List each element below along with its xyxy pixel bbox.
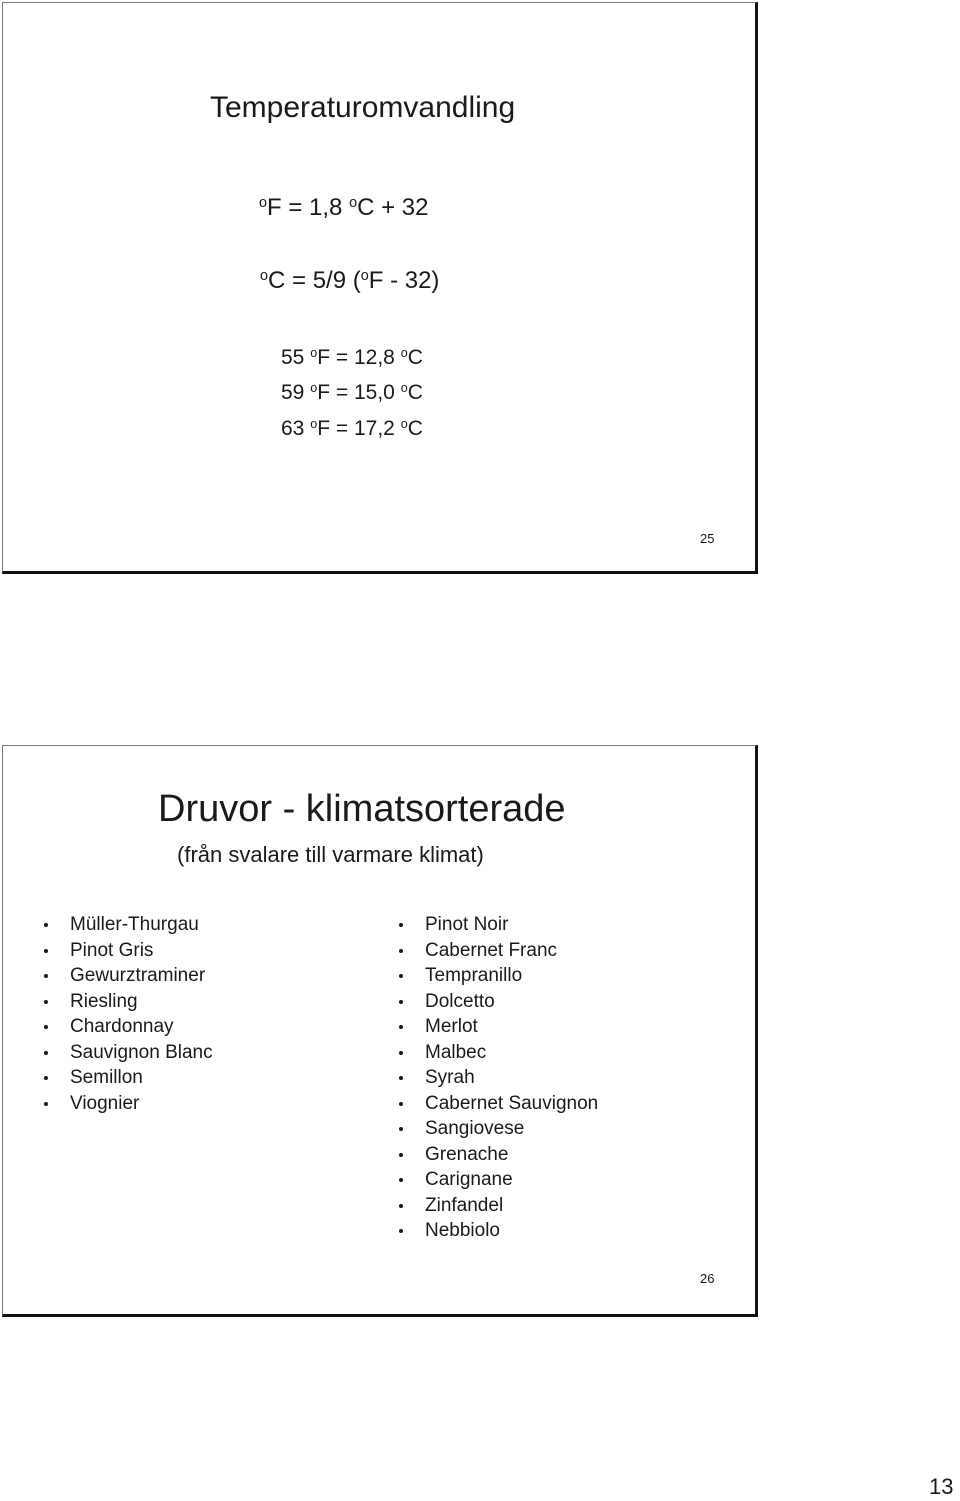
conversion-line: 55 $^o$F = 12,8 $^o$C bbox=[281, 346, 423, 369]
formula-fahrenheit bbox=[259, 194, 428, 222]
list-item: Zinfandel bbox=[399, 1193, 598, 1219]
list-item: Nebbiolo bbox=[399, 1218, 598, 1244]
list-item: Carignane bbox=[399, 1167, 598, 1193]
list-item: Merlot bbox=[399, 1014, 598, 1040]
list-item: Sangiovese bbox=[399, 1116, 598, 1142]
slide-subtitle: (från svalare till varmare klimat) bbox=[177, 842, 484, 867]
conversion-line: 59 $^o$F = 15,0 $^o$C bbox=[281, 381, 423, 404]
slide-number: 25 bbox=[700, 531, 715, 546]
list-item: Tempranillo bbox=[399, 963, 598, 989]
formula-text: F - 32) bbox=[368, 267, 440, 294]
list-item: Pinot Gris bbox=[44, 938, 213, 964]
list-item: Riesling bbox=[44, 989, 213, 1015]
list-item: Müller-Thurgau bbox=[44, 912, 213, 938]
slide-temperature-conversion bbox=[2, 2, 758, 574]
list-item: Gewurztraminer bbox=[44, 963, 213, 989]
formula-celsius bbox=[260, 267, 439, 295]
list-item: Viognier bbox=[44, 1091, 213, 1117]
degree-mark: o bbox=[259, 195, 268, 212]
list-item: Pinot Noir bbox=[399, 912, 598, 938]
list-item: Semillon bbox=[44, 1065, 213, 1091]
slide-title: Druvor - klimatsorterade bbox=[158, 788, 566, 830]
list-item: Sauvignon Blanc bbox=[44, 1040, 213, 1066]
formula-text: C + 32 bbox=[357, 194, 429, 221]
list-item: Malbec bbox=[399, 1040, 598, 1066]
list-item: Syrah bbox=[399, 1065, 598, 1091]
slide-grape-varieties bbox=[2, 745, 758, 1317]
formula-text: C = 5/9 ( bbox=[268, 267, 361, 294]
list-item: Dolcetto bbox=[399, 989, 598, 1015]
list-item: Cabernet Franc bbox=[399, 938, 598, 964]
degree-mark: o bbox=[349, 195, 358, 212]
conversion-line: 63 $^o$F = 17,2 $^o$C bbox=[281, 417, 423, 440]
list-item: Grenache bbox=[399, 1142, 598, 1168]
slide-title: Temperaturomvandling bbox=[210, 91, 516, 124]
degree-mark: o bbox=[260, 268, 269, 285]
slide-number: 26 bbox=[700, 1271, 715, 1286]
list-item: Cabernet Sauvignon bbox=[399, 1091, 598, 1117]
grape-list-right bbox=[399, 912, 598, 1244]
list-item: Chardonnay bbox=[44, 1014, 213, 1040]
page-number: 13 bbox=[929, 1474, 954, 1499]
grape-list-left bbox=[44, 912, 213, 1116]
degree-mark: o bbox=[360, 268, 369, 285]
formula-text: F = 1,8 bbox=[267, 194, 350, 221]
